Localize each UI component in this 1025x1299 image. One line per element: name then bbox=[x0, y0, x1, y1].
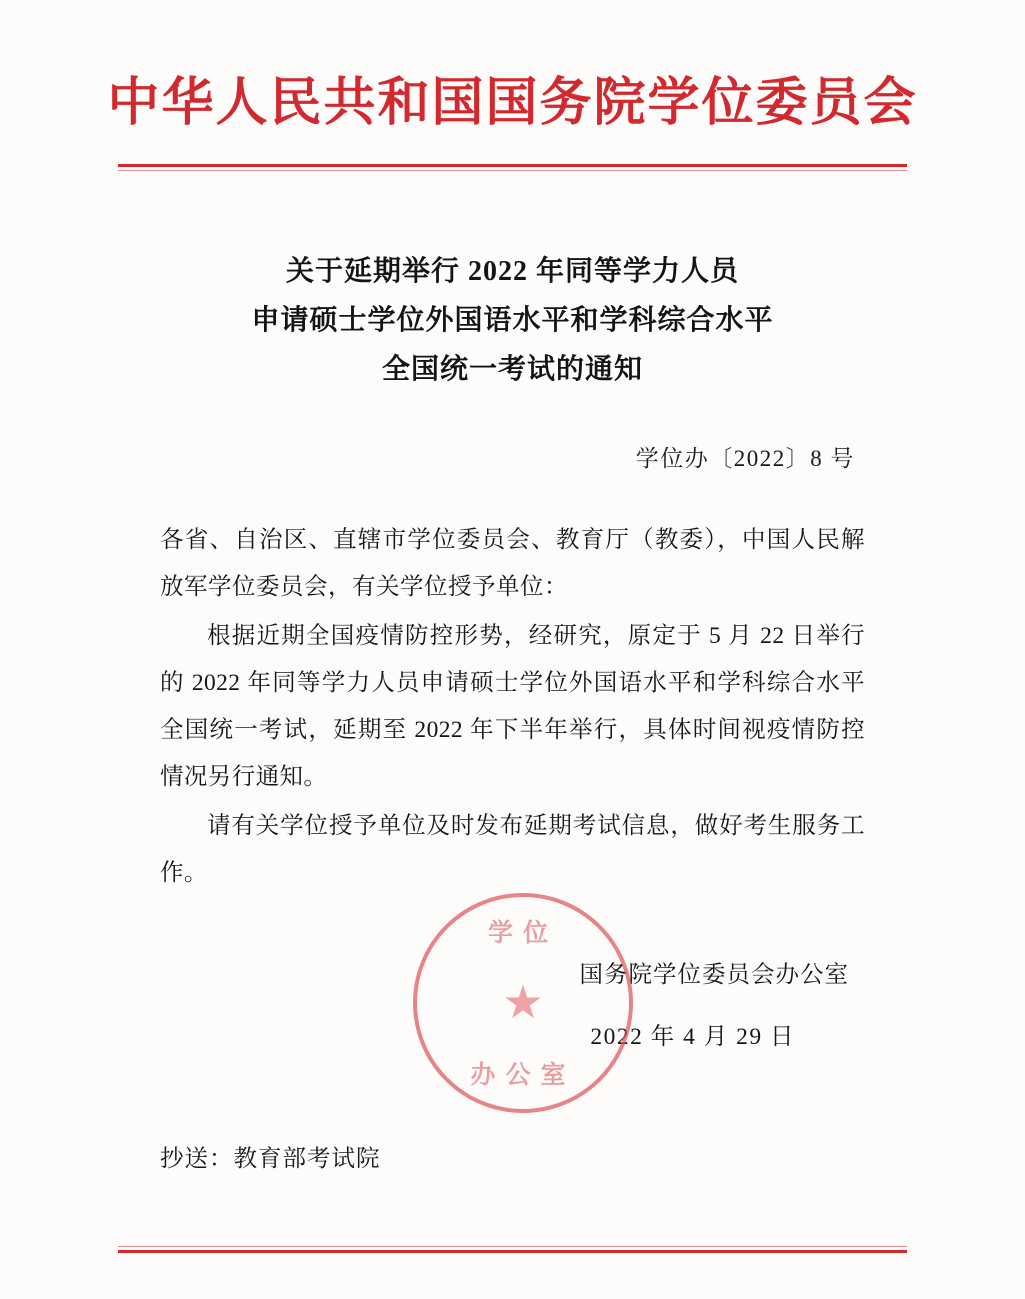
carbon-copy-line: 抄送：教育部考试院 bbox=[160, 1145, 381, 1172]
signature-organization: 国务院学位委员会办公室 bbox=[579, 961, 849, 988]
document-title-line-1: 关于延期举行 2022 年同等学力人员 bbox=[285, 255, 739, 287]
seal-star-icon: ★ bbox=[502, 976, 544, 1028]
official-seal-icon bbox=[413, 893, 633, 1113]
signature-date: 2022 年 4 月 29 日 bbox=[590, 1023, 795, 1050]
document-number: 学位办〔2022〕8 号 bbox=[635, 445, 855, 471]
footer-divider bbox=[0, 1246, 1025, 1253]
divider-thin-line bbox=[118, 170, 907, 171]
issuing-organization-title: 中华人民共和国国务院学位委员会 bbox=[107, 75, 918, 132]
letterhead-divider bbox=[0, 164, 1025, 171]
salutation: 各省、自治区、直辖市学位委员会、教育厅（教委），中国人民解放军学位委员会，有关学位授予单位： bbox=[160, 526, 865, 600]
document-body bbox=[0, 247, 1025, 1173]
paragraph-2: 请有关学位授予单位及时发布延期考试信息，做好考生服务工作。 bbox=[160, 812, 865, 886]
letterhead bbox=[0, 0, 1025, 134]
document-title-line-2: 申请硕士学位外国语水平和学科综合水平 bbox=[251, 304, 774, 336]
footer-divider-thin-line bbox=[118, 1246, 907, 1247]
divider-thick-line bbox=[118, 164, 907, 167]
paragraph-1: 根据近期全国疫情防控形势，经研究，原定于 5 月 22 日举行的 2022 年同等学力人员申请硕士学位外国语水平和学科综合水平全国统一考试，延期至 2022 年下半年举行，具体时间视疫情防控情况另行通知。 bbox=[160, 622, 865, 790]
signature-block bbox=[160, 919, 865, 1089]
seal-bottom-text: 办公室 bbox=[470, 1061, 576, 1089]
seal-top-text: 学位 bbox=[487, 919, 558, 947]
footer-divider-thick-line bbox=[118, 1250, 907, 1253]
document-title-line-3: 全国统一考试的通知 bbox=[381, 353, 643, 385]
document-title bbox=[160, 247, 865, 394]
